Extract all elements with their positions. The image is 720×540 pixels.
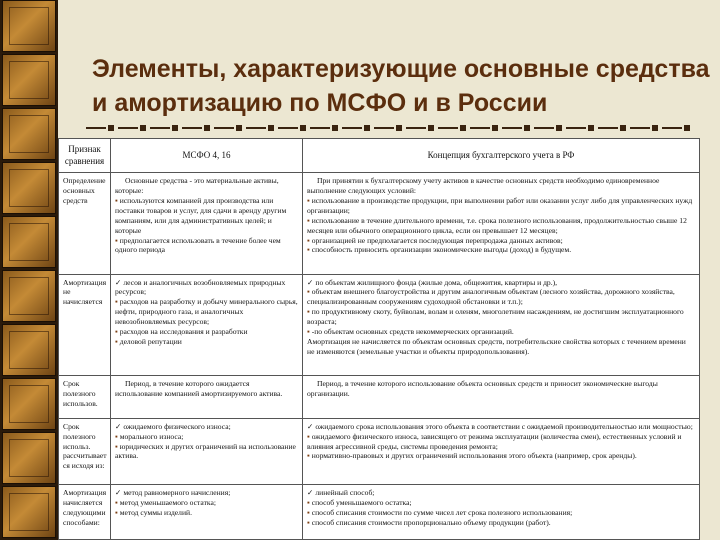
decorative-border-strip: [0, 0, 58, 540]
table-row: [59, 173, 700, 274]
cell-line: ▪ способ уменьшаемого остатка;: [307, 498, 695, 508]
divider-dash: [406, 127, 426, 129]
divider-dash: [470, 127, 490, 129]
row-criterion: Определение основных средств: [59, 173, 111, 274]
divider-dash: [150, 127, 170, 129]
cell-line: ▪ нормативно-правовых и других ограничений использования этого объекта (например, срок аренды).: [307, 451, 695, 461]
cell-ifrs: [111, 274, 303, 375]
border-tile: [2, 54, 56, 106]
cell-line: Период, в течение которого ожидается использование компанией амортизируемого актива.: [115, 378, 283, 398]
title-divider: [86, 124, 698, 132]
cell-rf: [303, 375, 700, 418]
divider-dot: [204, 125, 210, 131]
cell-line: ▪ морального износа;: [115, 432, 298, 442]
divider-dot: [268, 125, 274, 131]
cell-line: ▪ деловой репутации: [115, 337, 298, 347]
divider-dash: [502, 127, 522, 129]
border-tile: [2, 324, 56, 376]
cell-ifrs: [111, 418, 303, 484]
row-criterion: Срок полезного использ. рассчитывает ся исходя из:: [59, 418, 111, 484]
divider-dot: [684, 125, 690, 131]
divider-dash: [118, 127, 138, 129]
table-row: [59, 485, 700, 540]
divider-dot: [652, 125, 658, 131]
divider-dash: [438, 127, 458, 129]
divider-dot: [588, 125, 594, 131]
cell-line: ✓ ожидаемого физического износа;: [115, 422, 298, 432]
divider-dash: [278, 127, 298, 129]
divider-dash: [246, 127, 266, 129]
row-criterion: Амортизация начисляется следующими способами:: [59, 485, 111, 540]
cell-line: ▪ способ списания стоимости пропорционально объему продукции (работ).: [307, 518, 695, 528]
divider-dot: [140, 125, 146, 131]
border-tile: [2, 270, 56, 322]
border-tile: [2, 432, 56, 484]
cell-line: ✓ линейный способ;: [307, 488, 695, 498]
cell-line: ▪ способность приносить организации экономические выгоды (доход) в будущем.: [307, 245, 695, 255]
divider-dash: [598, 127, 618, 129]
cell-line: ▪ расходов на исследования и разработки: [115, 327, 298, 337]
divider-dot: [460, 125, 466, 131]
cell-rf: [303, 173, 700, 274]
cell-line: ✓ ожидаемого срока использования этого объекта в соответствии с ожидаемой производительностью или мощностью;: [307, 422, 695, 432]
divider-dash: [342, 127, 362, 129]
divider-dash: [182, 127, 202, 129]
border-tile: [2, 486, 56, 538]
divider-dot: [332, 125, 338, 131]
divider-dot: [556, 125, 562, 131]
cell-ifrs: [111, 173, 303, 274]
column-header-rf: Концепция бухгалтерского учета в РФ: [303, 139, 700, 173]
divider-dash: [214, 127, 234, 129]
divider-dash: [86, 127, 106, 129]
border-tile: [2, 162, 56, 214]
divider-dot: [172, 125, 178, 131]
cell-line: При принятии к бухгалтерскому учету активов в качестве основных средств необходимо единовременное выполнение следующих условий:: [307, 176, 660, 196]
divider-dot: [108, 125, 114, 131]
cell-line: Период, в течение которого использование объекта основных средств и приносит экономические выгоды организации.: [307, 378, 658, 398]
divider-dot: [396, 125, 402, 131]
cell-line: ▪ организацией не предполагается последующая перепродажа данных активов;: [307, 236, 695, 246]
divider-dot: [364, 125, 370, 131]
cell-rf: [303, 274, 700, 375]
cell-line: ▪ по продуктивному скоту, буйволам, волам и оленям, многолетним насаждениям, не достигшим эксплуатационного возраста;: [307, 307, 695, 327]
border-tile: [2, 0, 56, 52]
border-tile: [2, 216, 56, 268]
cell-line: ▪ юридических и других ограничений на использование актива.: [115, 442, 298, 462]
divider-dot: [492, 125, 498, 131]
border-tile: [2, 378, 56, 430]
cell-line: Основные средства - это материальные активы, которые:: [115, 176, 279, 196]
cell-ifrs: [111, 375, 303, 418]
divider-dot: [428, 125, 434, 131]
cell-line: ✓ метод равномерного начисления;: [115, 488, 298, 498]
table-row: [59, 418, 700, 484]
cell-line: ▪ объектам внешнего благоустройства и другим аналогичным объектам (лесного хозяйства, дорожного хозяйства, специализированным сооружениям судоходной обстановки и т.п.);: [307, 287, 695, 307]
cell-line: ✓ лесов и аналогичных возобновляемых природных ресурсов;: [115, 278, 298, 298]
divider-dot: [620, 125, 626, 131]
cell-line: ▪ расходов на разработку и добычу минерального сырья, нефти, природного газа, и аналогичных невозобновляемых ресурсов;: [115, 297, 298, 327]
cell-line: ▪ способ списания стоимости по сумме чисел лет срока полезного использования;: [307, 508, 695, 518]
divider-dot: [300, 125, 306, 131]
cell-line: ▪ использование в производстве продукции, при выполнении работ или оказании услуг либо для управленческих нужд организации;: [307, 196, 695, 216]
column-header-criterion: Признак сравнения: [59, 139, 111, 173]
cell-line: ✓ по объектам жилищного фонда (жилые дома, общежития, квартиры и др.),: [307, 278, 695, 288]
cell-line: ▪ -по объектам основных средств некоммерческих организаций.: [307, 327, 695, 337]
column-header-ifrs: МСФО 4, 16: [111, 139, 303, 173]
border-tile: [2, 108, 56, 160]
divider-dash: [566, 127, 586, 129]
table-header-row: [59, 139, 700, 173]
cell-rf: [303, 485, 700, 540]
cell-line: ▪ использование в течение длительного времени, т.е. срока полезного использования, продолжительностью свыше 12 месяцев или обычного операционного цикла, если он превышает 12 месяцев;: [307, 216, 695, 236]
slide-title: Элементы, характеризующие основные средства и амортизацию по МСФО и в России: [92, 55, 710, 117]
divider-dash: [310, 127, 330, 129]
table-row: [59, 375, 700, 418]
divider-dash: [534, 127, 554, 129]
comparison-table: [58, 138, 700, 540]
cell-line: Амортизация не начисляется по объектам основных средств, потребительские свойства которых с течением времени не изменяются (земельные участки и объекты природопользования).: [307, 336, 686, 356]
cell-line: ▪ ожидаемого физического износа, зависящего от режима эксплуатации (количества смен), естественных условий и влияния агрессивной среды, системы проведения ремонта;: [307, 432, 695, 452]
cell-rf: [303, 418, 700, 484]
divider-dash: [374, 127, 394, 129]
cell-line: ▪ метод уменьшаемого остатка;: [115, 498, 298, 508]
table-row: [59, 274, 700, 375]
cell-line: ▪ метод суммы изделий.: [115, 508, 298, 518]
row-criterion: Срок полезного использов.: [59, 375, 111, 418]
divider-dot: [236, 125, 242, 131]
divider-dash: [630, 127, 650, 129]
row-criterion: Амортизация не начисляется: [59, 274, 111, 375]
cell-line: ▪ предполагается использовать в течение более чем одного периода: [115, 236, 298, 256]
cell-line: ▪ используются компанией для производства или поставки товаров и услуг, для сдачи в аренду другим компаниям, или для административных целей; и которые: [115, 196, 298, 235]
cell-ifrs: [111, 485, 303, 540]
divider-dot: [524, 125, 530, 131]
divider-dash: [662, 127, 682, 129]
